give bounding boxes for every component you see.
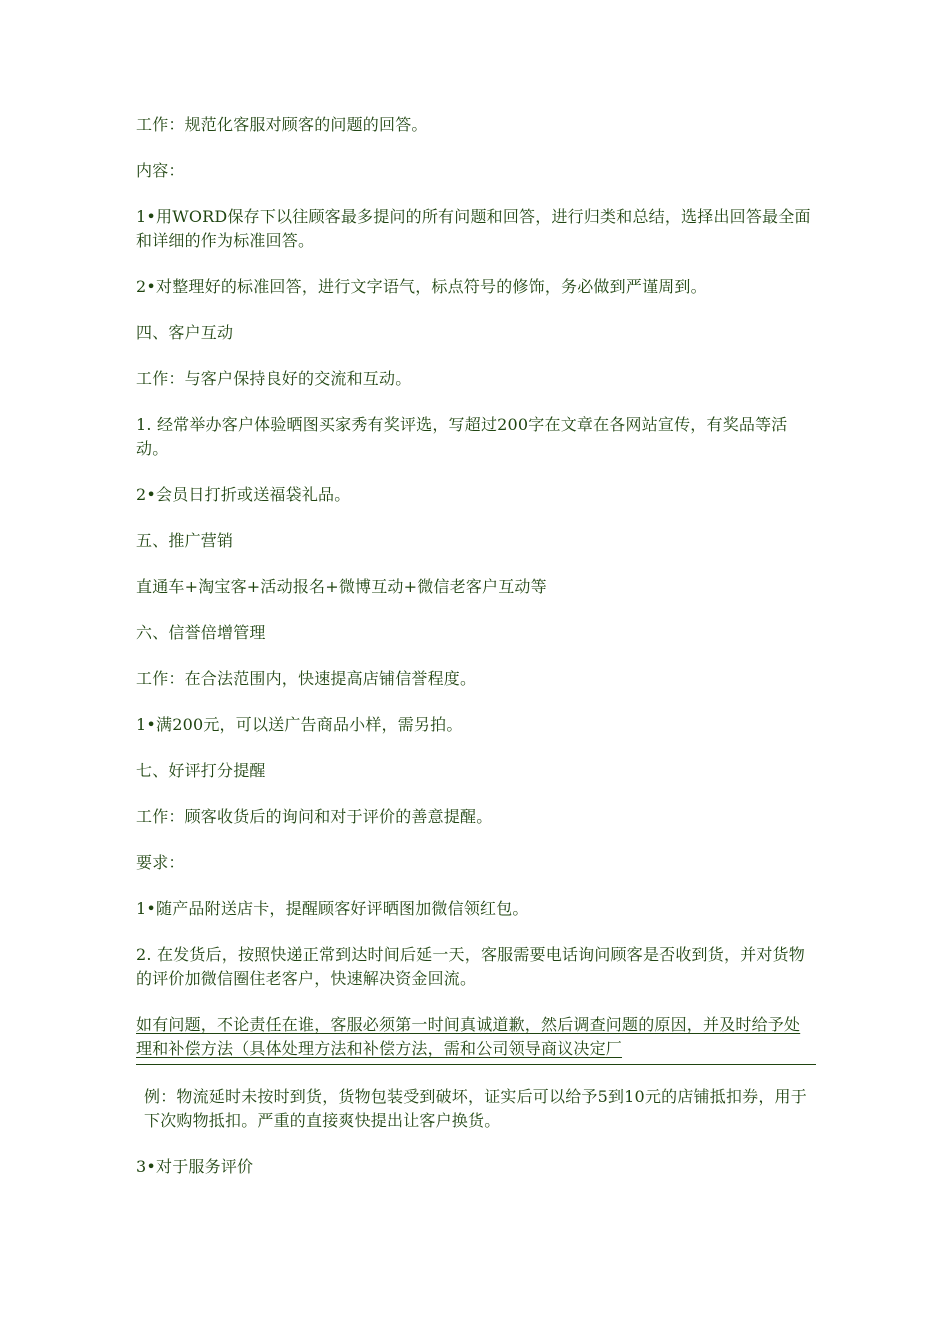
paragraph-work-reputation: 工作：在合法范围内，快速提高店铺信誉程度。	[136, 669, 477, 688]
document-body	[136, 113, 816, 1201]
paragraph-requirements-label: 要求：	[136, 853, 185, 872]
paragraph-apology-policy: 如有问题，不论责任在谁，客服必须第一时间真诚道歉，然后调查问题的原因，并及时给予处理和补偿方法（具体处理方法和补偿方法，需和公司领导商议决定厂	[136, 1013, 816, 1065]
section-heading-customer-interaction: 四、客户互动	[136, 323, 234, 342]
paragraph-item-word-save: 1•用WORD保存下以往顾客最多提问的所有问题和回答，进行归类和总结，选择出回答最全面和详细的作为标准回答。	[136, 207, 811, 250]
paragraph-item-buyer-show: 1. 经常举办客户体验晒图买家秀有奖评选，写超过200字在文章在各网站宣传，有奖品等活动。	[136, 415, 788, 458]
paragraph-item-sample-gift: 1•满200元，可以送广告商品小样，需另拍。	[136, 715, 463, 734]
section-heading-marketing: 五、推广营销	[136, 531, 234, 550]
paragraph-item-store-card: 1•随产品附送店卡，提醒顾客好评晒图加微信领红包。	[136, 899, 529, 918]
section-heading-review-reminder: 七、好评打分提醒	[136, 761, 266, 780]
paragraph-work-standardize: 工作：规范化客服对顾客的问题的回答。	[136, 115, 428, 134]
paragraph-item-member-day: 2•会员日打折或送福袋礼品。	[136, 485, 351, 504]
paragraph-marketing-channels: 直通车+淘宝客+活动报名+微博互动+微信老客户互动等	[136, 577, 547, 596]
paragraph-item-polish: 2•对整理好的标准回答，进行文字语气，标点符号的修饰，务必做到严谨周到。	[136, 277, 707, 296]
paragraph-work-interaction: 工作：与客户保持良好的交流和互动。	[136, 369, 412, 388]
paragraph-work-review: 工作：顾客收货后的询问和对于评价的善意提醒。	[136, 807, 493, 826]
paragraph-item-phone-followup: 2. 在发货后，按照快递正常到达时间后延一天，客服需要电话询问顾客是否收到货，并对货物的评价加微信圈住老客户，快速解决资金回流。	[136, 945, 805, 988]
section-heading-reputation: 六、信誉倍增管理	[136, 623, 266, 642]
paragraph-example-compensation: 例：物流延时未按时到货，货物包装受到破坏，证实后可以给予5到10元的店铺抵扣券，用于下次购物抵扣。严重的直接爽快提出让客户换货。	[144, 1087, 807, 1130]
paragraph-content-label: 内容：	[136, 161, 185, 180]
paragraph-item-service-review: 3•对于服务评价	[136, 1157, 254, 1176]
